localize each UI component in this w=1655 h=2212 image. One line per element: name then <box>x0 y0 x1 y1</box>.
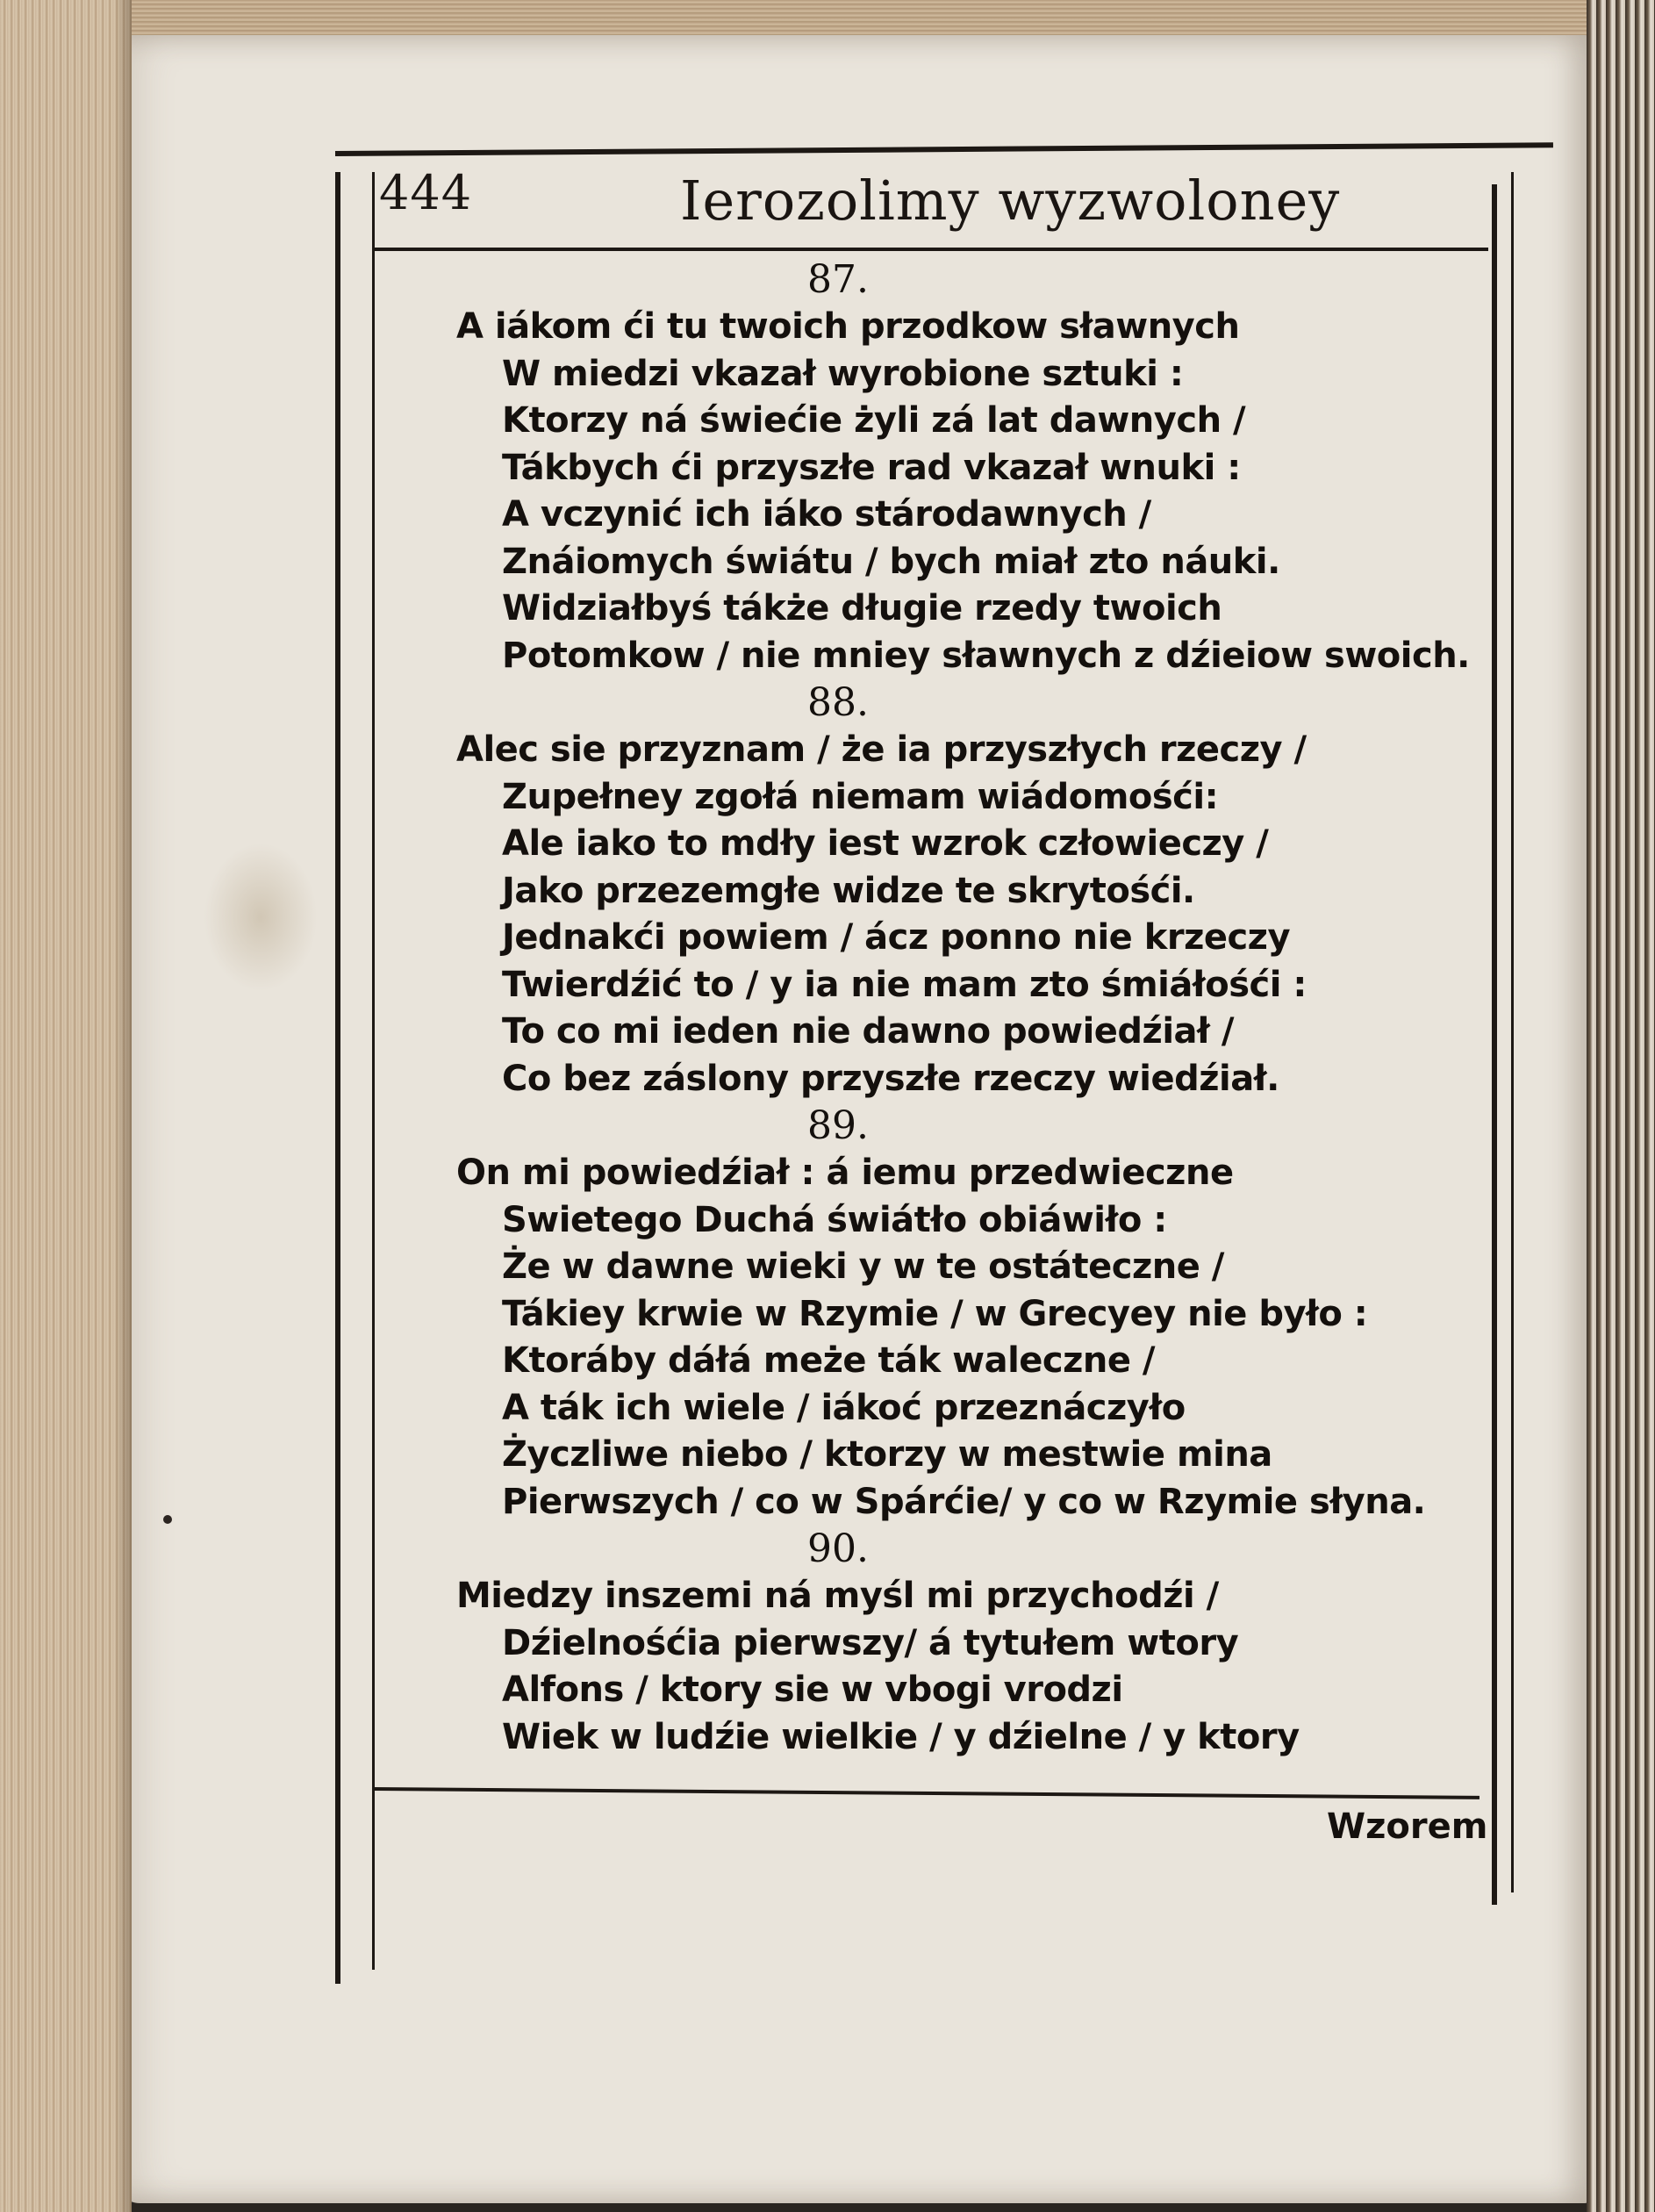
page-header <box>377 162 1492 246</box>
ink-dot <box>163 1515 172 1524</box>
stanza-number: 88. <box>807 680 869 725</box>
paper-stain <box>204 843 318 992</box>
verse-line: Życzliwe niebo / ktorzy w mestwie mina <box>502 1434 1272 1475</box>
verse-line: A vczynić ich iáko stárodawnych / <box>502 494 1151 535</box>
verse-line: Zupełney zgołá niemam wiádomośći: <box>502 776 1219 817</box>
verse-line: Jednakći powiem / ácz ponno nie krzeczy <box>502 917 1291 958</box>
poem-text <box>456 256 1509 1761</box>
header-rule <box>374 248 1488 251</box>
verse-line: A iákom ći tu twoich przodkow sławnych <box>456 306 1240 347</box>
verse-line: On mi powiedźiał : á iemu przedwieczne <box>456 1153 1234 1193</box>
frame-rule-left-inner <box>372 172 375 1970</box>
verse-line: Twierdźić to / y ia nie mam zto śmiáłośći : <box>502 964 1307 1005</box>
frame-rule-left-outer <box>335 172 340 1984</box>
verse-line: W miedzi vkazał wyrobione sztuki : <box>502 353 1184 394</box>
verse-line: Widziałbyś tákże długie rzedy twoich <box>502 588 1222 628</box>
verse-line: Tákbych ći przyszłe rad vkazał wnuki : <box>502 447 1241 488</box>
verse-line: Ktoráby dáłá meże ták waleczne / <box>502 1340 1156 1381</box>
catchword: Wzorem <box>1327 1806 1488 1847</box>
frame-rule-right-outer <box>1511 172 1514 1892</box>
verse-line: Ale iako to mdły iest wzrok człowieczy / <box>502 823 1269 864</box>
stanza-number: 90. <box>807 1526 869 1571</box>
verse-line: Potomkow / nie mniey sławnych z dźieiow swoich. <box>502 635 1470 676</box>
stanza-number: 87. <box>807 257 869 302</box>
verse-line: Alfons / ktory sie w vbogi vrodzi <box>502 1670 1123 1710</box>
verse-line: To co mi ieden nie dawno powiedźiał / <box>502 1011 1234 1052</box>
facing-page-edge <box>1587 0 1655 2212</box>
verse-line: Swietego Duchá świátło obiáwiło : <box>502 1199 1167 1240</box>
verse-line: Że w dawne wieki y w te ostáteczne / <box>502 1246 1224 1287</box>
verse-line: Dźielnośćia pierwszy/ á tytułem wtory <box>502 1622 1239 1663</box>
page-edges-left <box>0 0 132 2212</box>
verse-line: Pierwszych / co w Spárćie/ y co w Rzymie słyna. <box>502 1481 1426 1522</box>
verse-line: A ták ich wiele / iákoć przeznáczyło <box>502 1387 1186 1428</box>
verse-line: Miedzy inszemi ná myśl mi przychodźi / <box>456 1576 1219 1616</box>
verse-line: Wiek w ludźie wielkie / y dźielne / y ktory <box>502 1716 1300 1757</box>
stanza-number: 89. <box>807 1103 869 1148</box>
verse-line: Znáiomych świátu / bych miał zto náuki. <box>502 541 1280 582</box>
verse-line: Jako przezemgłe widze te skrytośći. <box>502 870 1195 911</box>
running-title: Ierozolimy wyzwoloney <box>680 169 1341 233</box>
verse-line: Ktorzy ná świećie żyli zá lat dawnych / <box>502 400 1246 441</box>
verse-line: Co bez záslony przyszłe rzeczy wiedźiał. <box>502 1058 1279 1099</box>
verse-line: Tákiey krwie w Rzymie / w Grecyey nie było : <box>502 1293 1368 1334</box>
page-number: 444 <box>379 165 473 220</box>
verse-line: Alec sie przyznam / że ia przyszłych rzeczy / <box>456 729 1307 770</box>
